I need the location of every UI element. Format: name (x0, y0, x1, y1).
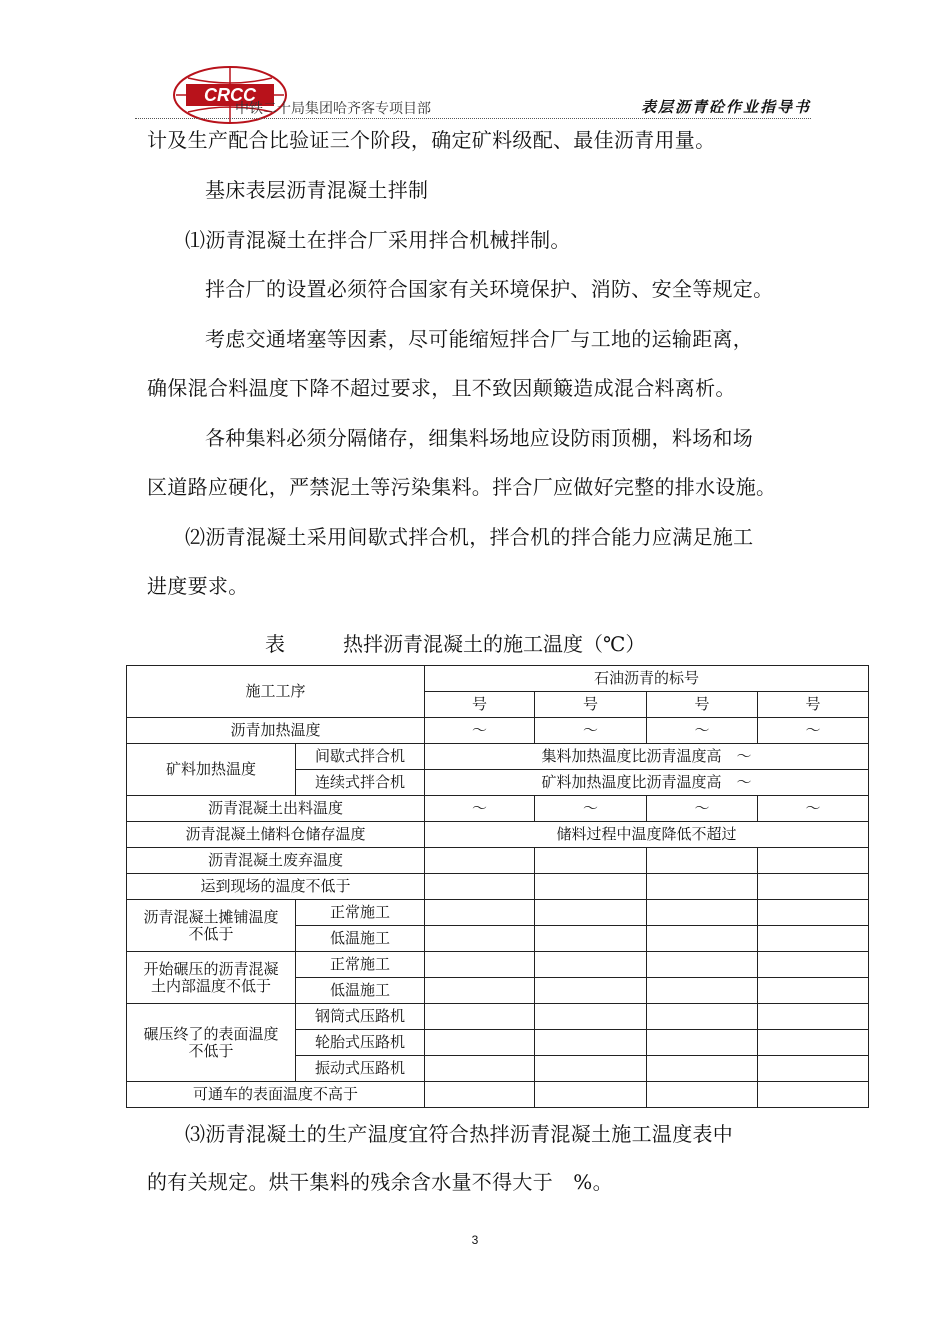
table-row (127, 952, 869, 978)
row-sublabel: 间歇式拌合机 (296, 744, 425, 770)
paragraph: 确保混合料温度下降不超过要求，且不致因颠簸造成混合料离析。 (147, 376, 736, 400)
grade-header: 石油沥青的标号 (425, 666, 869, 692)
table-cell: 集料加热温度比沥青温度高 ～ (425, 744, 869, 770)
table-row (127, 848, 869, 874)
grade-cell: 号 (535, 692, 647, 718)
table-row (127, 666, 869, 692)
table-cell: ～ (535, 718, 647, 744)
table-cell: 储料过程中温度降低不超过 (425, 822, 869, 848)
table-row (127, 900, 869, 926)
table-row (127, 718, 869, 744)
paragraph: 拌合厂的设置必须符合国家有关环境保护、消防、安全等规定。 (205, 277, 774, 301)
paragraph: 各种集料必须分隔储存，细集料场地应设防雨顶棚，料场和场 (205, 426, 754, 450)
paragraph: 考虑交通堵塞等因素，尽可能缩短拌合厂与工地的运输距离， (205, 327, 754, 351)
row-label: 运到现场的温度不低于 (127, 874, 425, 900)
row-label: 开始碾压的沥青混凝 土内部温度不低于 (127, 952, 296, 1004)
page-header (135, 96, 811, 119)
table-row (127, 1082, 869, 1108)
row-sublabel: 低温施工 (296, 978, 425, 1004)
header-doc-title: 表层沥青砼作业指导书 (640, 98, 811, 116)
row-label: 矿料加热温度 (127, 744, 296, 796)
row-sublabel: 连续式拌合机 (296, 770, 425, 796)
row-sublabel: 正常施工 (296, 952, 425, 978)
paragraph: ⑵沥青混凝土采用间歇式拌合机，拌合机的拌合能力应满足施工 (185, 525, 754, 549)
paragraph: ⑴沥青混凝土在拌合厂采用拌合机械拌制。 (185, 228, 571, 252)
paragraph: 计及生产配合比验证三个阶段，确定矿料级配、最佳沥青用量。 (147, 128, 716, 152)
row-label: 沥青加热温度 (127, 718, 425, 744)
table-cell: ～ (425, 796, 535, 822)
table-cell: ～ (647, 718, 758, 744)
table-caption-title: 热拌沥青混凝土的施工温度（℃） (343, 632, 646, 656)
paragraph: ⑶沥青混凝土的生产温度宜符合热拌沥青混凝土施工温度表中 (185, 1122, 734, 1146)
header-org: 中铁二十局集团哈齐客专项目部 (235, 101, 431, 117)
row-sublabel: 轮胎式压路机 (296, 1030, 425, 1056)
table-cell: ～ (758, 796, 869, 822)
grade-cell: 号 (758, 692, 869, 718)
table-row (127, 1004, 869, 1030)
table-row (127, 796, 869, 822)
table-caption (265, 628, 645, 657)
row-label: 沥青混凝土储料仓储存温度 (127, 822, 425, 848)
grade-cell: 号 (425, 692, 535, 718)
table-cell: ～ (535, 796, 647, 822)
row-sublabel: 正常施工 (296, 900, 425, 926)
row-sublabel: 钢筒式压路机 (296, 1004, 425, 1030)
row-label: 沥青混凝土废弃温度 (127, 848, 425, 874)
page-number: 3 (471, 1233, 479, 1247)
row-label: 沥青混凝土出料温度 (127, 796, 425, 822)
table-row (127, 822, 869, 848)
logo-text: CRCC (204, 85, 256, 105)
row-label: 沥青混凝土摊铺温度 不低于 (127, 900, 296, 952)
section-heading: 基床表层沥青混凝土拌制 (205, 178, 429, 202)
temperature-table (126, 665, 869, 1108)
paragraph: 区道路应硬化，严禁泥土等污染集料。拌合厂应做好完整的排水设施。 (147, 475, 777, 499)
row-sublabel: 低温施工 (296, 926, 425, 952)
table-cell: ～ (425, 718, 535, 744)
paragraph: 的有关规定。烘干集料的残余含水量不得大于 %。 (147, 1170, 613, 1194)
row-label: 碾压终了的表面温度 不低于 (127, 1004, 296, 1082)
table-cell: ～ (647, 796, 758, 822)
grade-cell: 号 (647, 692, 758, 718)
table-caption-label: 表 (265, 632, 285, 656)
table-cell: 矿料加热温度比沥青温度高 ～ (425, 770, 869, 796)
table-row (127, 744, 869, 770)
table-row (127, 874, 869, 900)
row-sublabel: 振动式压路机 (296, 1056, 425, 1082)
paragraph: 进度要求。 (147, 574, 249, 598)
process-header: 施工工序 (127, 666, 425, 718)
table-cell: ～ (758, 718, 869, 744)
row-label: 可通车的表面温度不高于 (127, 1082, 425, 1108)
